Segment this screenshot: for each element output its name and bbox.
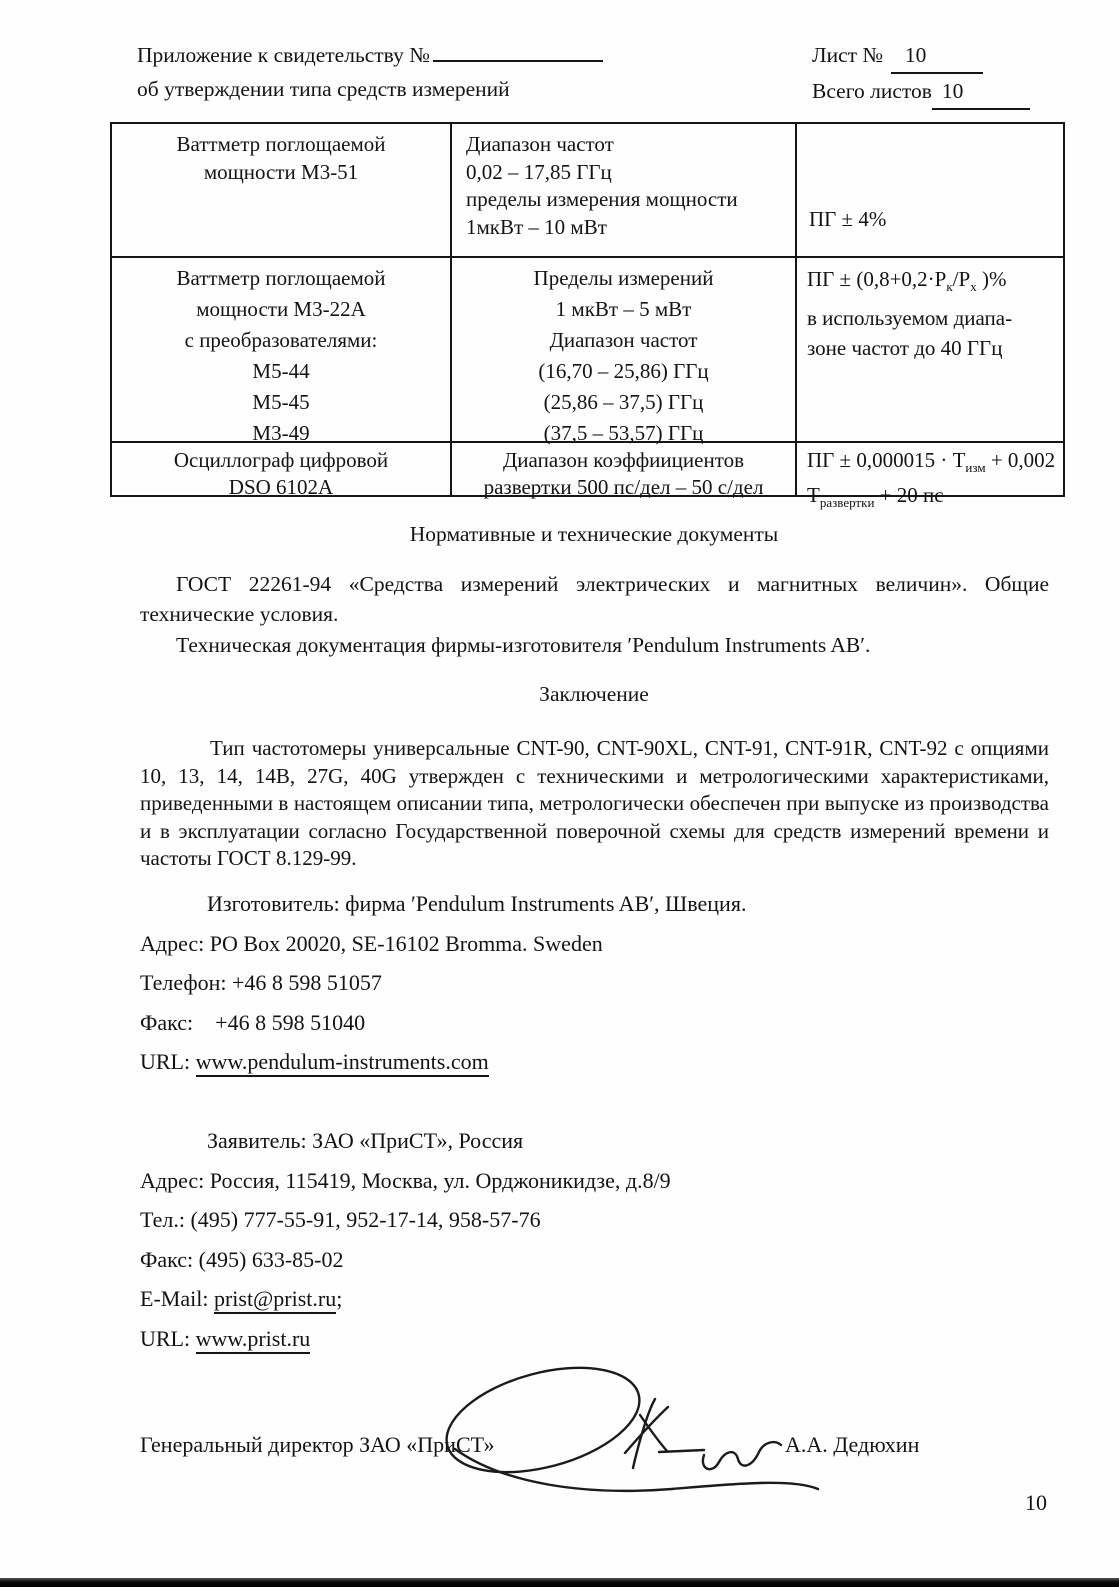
table-cell-wattmeter-m3-22a xyxy=(112,258,452,443)
applicant-email-line xyxy=(140,1286,671,1312)
cell-line: Диапазон коэффиициентов xyxy=(502,448,745,472)
sheet-number-line xyxy=(812,38,1030,74)
cell-line: пределы измерения мощности xyxy=(466,187,738,211)
cell-line: ПГ ± 4% xyxy=(809,207,887,231)
conclusion-heading: Заключение xyxy=(539,682,649,706)
total-sheets-label: Всего листов xyxy=(812,79,932,103)
sheet-value: 10 xyxy=(891,38,983,74)
appendix-label: Приложение к свидетельству № xyxy=(137,43,430,67)
error-formula: ПГ ± ($0,8+0,2\cdot Р_к/Р_х$ )% xyxy=(807,267,1007,295)
normative-docs-heading: Нормативные и технические документы xyxy=(409,522,779,546)
cell-line: (37,5 – 53,57) ГГц xyxy=(543,421,704,445)
header-left xyxy=(137,38,603,106)
applicant-fax: Факс: (495) 633-85-02 xyxy=(140,1246,344,1272)
applicant-title: Заявитель: ЗАО «ПриСТ», Россия xyxy=(207,1128,524,1153)
sheet-label: Лист № xyxy=(812,43,883,67)
cell-line: (25,86 – 37,5) ГГц xyxy=(543,390,704,414)
applicant-address: Адрес: Россия, 115419, Москва, ул. Орджоникидзе, д.8/9 xyxy=(140,1167,671,1193)
table-cell-oscilloscope-range xyxy=(452,443,797,499)
url-label: URL: xyxy=(140,1325,196,1351)
cell-line: развертки 500 пс/дел – 50 с/дел xyxy=(483,475,764,499)
cell-line: Пределы измерений xyxy=(533,266,714,290)
table-cell-oscilloscope xyxy=(112,443,452,499)
instruments-table xyxy=(110,122,1065,510)
table-cell-m3-22a-range xyxy=(452,258,797,443)
cell-line: DSO 6102A xyxy=(228,475,334,499)
director-title: Генеральный директор ЗАО «ПриСТ» xyxy=(140,1432,495,1457)
total-sheets-value: 10 xyxy=(932,74,1030,110)
cell-line: Осциллограф цифровой xyxy=(173,448,389,472)
cell-line: 1 мкВт – 5 мВт xyxy=(555,297,692,321)
email-suffix: ; xyxy=(336,1286,343,1311)
manufacturer-block xyxy=(140,891,746,1089)
manufacturer-url: www.pendulum-instruments.com xyxy=(196,1049,489,1077)
table-cell-m3-51-range xyxy=(452,124,797,258)
applicant-url: www.prist.ru xyxy=(196,1326,311,1354)
manufacturer-phone: Телефон: +46 8 598 51057 xyxy=(140,970,382,995)
email-label: E-Mail: xyxy=(140,1286,214,1311)
cell-line: Диапазон частот xyxy=(466,132,614,156)
applicant-url-line xyxy=(140,1326,671,1352)
cell-line: Диапазон частот xyxy=(549,328,698,352)
page-number: 10 xyxy=(1025,1490,1047,1515)
table-cell-m3-51-error xyxy=(797,124,1063,258)
cell-line: М5-45 xyxy=(252,390,310,414)
director-name: А.А. Дедюхин xyxy=(785,1432,920,1457)
url-label: URL: xyxy=(140,1049,196,1074)
manufacturer-title: Изготовитель: фирма ′Pendulum Instruments AB′, Швеция. xyxy=(207,891,747,916)
scan-edge-artifact xyxy=(0,1578,1119,1587)
header-right xyxy=(812,38,1030,110)
tech-doc-line: Техническая документация фирмы-изготовителя ′Pendulum Instruments AB′. xyxy=(176,633,871,657)
cell-line: мощности М3-22А xyxy=(196,297,366,321)
cell-line: с преобразователями: xyxy=(184,328,378,352)
appendix-line2: об утверждении типа средств измерений xyxy=(137,77,510,101)
manufacturer-url-line xyxy=(140,1049,746,1075)
cell-line: (16,70 – 25,86) ГГц xyxy=(538,359,709,383)
table-cell-wattmeter-m3-51 xyxy=(112,124,452,258)
manufacturer-address: Адрес: PO Box 20020, SE-16102 Bromma. Sweden xyxy=(140,930,603,956)
cell-line: в используемом диапа- xyxy=(807,305,1013,330)
cell-line: М5-44 xyxy=(252,359,310,383)
appendix-line xyxy=(137,38,603,72)
table-cell-m3-22a-error xyxy=(797,258,1063,443)
cell-line: М3-49 xyxy=(252,421,310,445)
applicant-phone: Тел.: (495) 777-55-91, 952-17-14, 958-57-76 xyxy=(140,1207,541,1232)
cell-line: 0,02 – 17,85 ГГц xyxy=(466,159,612,184)
gost-paragraph: ГОСТ 22261-94 «Средства измерений электрических и магнитных величин». Общие технические условия. xyxy=(140,572,1049,626)
applicant-block xyxy=(140,1128,671,1365)
manufacturer-fax: Факс: +46 8 598 51040 xyxy=(140,1009,366,1035)
total-sheets-line xyxy=(812,74,1030,110)
cell-line: Ваттметр поглощаемой xyxy=(176,266,386,290)
cell-line: зоне частот до 40 ГГц xyxy=(807,336,1003,361)
conclusion-paragraph: Тип частотомеры универсальные CNT-90, CNT-90XL, CNT-91, CNT-91R, CNT-92 с опциями 10, 13, 14, 14B, 27G, 40G утвержден с техническими и метрологическими характеристиками, приведенными в настоящем описании типа, метрологически обеспечен при выпуске из производства и в эксплуатации согласно Государственной поверочной схемы для средств измерений времени и частоты ГОСТ 8.129-99. xyxy=(140,736,1049,870)
table-cell-oscilloscope-error: ПГ ± $0,000015 \cdot Т_{изм} + 0,002$ $Т_{развертки} + 20$ пс xyxy=(807,448,1056,510)
cell-line: мощности М3-51 xyxy=(203,159,359,184)
certificate-number-blank xyxy=(433,40,603,62)
cell-line: Ваттметр поглощаемой xyxy=(176,132,386,156)
applicant-email: prist@prist.ru xyxy=(214,1286,336,1314)
cell-line: 1мкВт – 10 мВт xyxy=(466,214,607,239)
